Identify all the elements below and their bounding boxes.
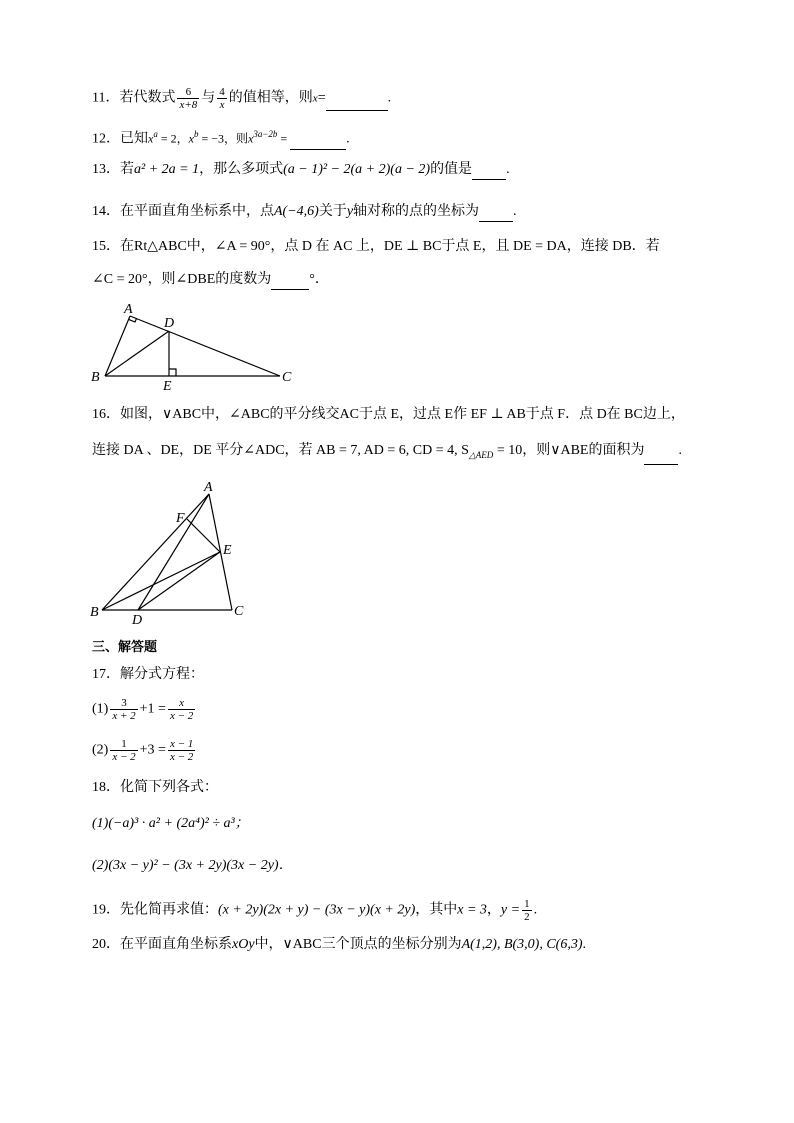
q15-answer-blank[interactable] bbox=[271, 275, 309, 290]
frac-num: x − 1 bbox=[169, 738, 194, 750]
frac-num: 3 bbox=[121, 697, 127, 709]
q13-text-2: ，那么多项式 bbox=[199, 162, 284, 177]
frac-den: x − 2 bbox=[169, 751, 194, 763]
q16-number: 16． bbox=[92, 407, 120, 422]
segment-ac bbox=[130, 316, 280, 376]
q16-text-3: = 10，则∨ABE的面积为 bbox=[493, 443, 645, 458]
frac-num: x bbox=[179, 697, 185, 709]
q17-p2-mid: +3 = bbox=[139, 742, 166, 758]
q19-number: 19． bbox=[92, 902, 120, 918]
q20-text: 在平面直角坐标系 bbox=[120, 937, 232, 952]
label-d: D bbox=[164, 316, 175, 331]
q11-end: . bbox=[387, 90, 392, 106]
q12-val2: = −3，则 bbox=[198, 131, 248, 146]
q12-exp2: b bbox=[193, 129, 199, 139]
q13-expression: (a − 1)² − 2(a + 2)(a − 2) bbox=[283, 162, 431, 177]
q17-p1-fraction-2 bbox=[168, 697, 195, 722]
frac-den: x+8 bbox=[179, 99, 198, 111]
question-12 bbox=[92, 124, 350, 150]
question-16-line-2 bbox=[92, 441, 682, 465]
frac-num: 4 bbox=[219, 86, 225, 98]
segment-be bbox=[102, 552, 220, 610]
q20-end: . bbox=[582, 937, 587, 952]
question-18-part-1: (1)(−a)³ · a² + (2a⁴)² ÷ a³； bbox=[92, 816, 249, 831]
question-20 bbox=[92, 935, 586, 955]
question-14 bbox=[92, 202, 517, 222]
q12-exp3: 3a−2b bbox=[253, 129, 278, 139]
label-c: C bbox=[282, 370, 292, 385]
right-angle-mark-e bbox=[169, 369, 176, 376]
q17-p1-mid: +1 = bbox=[139, 701, 166, 717]
question-15-line-1 bbox=[92, 237, 660, 257]
label-a: A bbox=[204, 480, 213, 495]
q20-system: xOy bbox=[232, 937, 255, 952]
figure-16 bbox=[86, 476, 261, 630]
q11-answer-blank[interactable] bbox=[326, 96, 388, 111]
segment-ad bbox=[138, 494, 209, 610]
q14-text-3: 轴对称的点的坐标为 bbox=[353, 204, 480, 219]
label-e: E bbox=[163, 379, 172, 394]
q19-text: 先化简再求值： bbox=[120, 902, 218, 918]
frac-num: 1 bbox=[524, 898, 530, 910]
question-13 bbox=[92, 160, 510, 180]
q15-number: 15． bbox=[92, 239, 120, 254]
q15-text: 在Rt△ABC中，∠A = 90°，点 D 在 AC 上，DE ⊥ BC于点 E，且 DE = DA，连接 DB．若 bbox=[120, 239, 660, 254]
q13-end: . bbox=[506, 162, 510, 177]
q13-text-3: 的值是 bbox=[430, 162, 473, 177]
question-18-title: 18．化简下列各式： bbox=[92, 780, 218, 795]
q17-p1-fraction-1 bbox=[110, 697, 137, 722]
q12-val3: = bbox=[277, 131, 291, 146]
frac-den: x − 2 bbox=[169, 710, 194, 722]
frac-den: 2 bbox=[524, 911, 530, 923]
label-f: F bbox=[176, 511, 185, 526]
q20-number: 20． bbox=[92, 937, 120, 952]
q16-answer-blank[interactable] bbox=[644, 450, 678, 465]
q14-point: A(−4,6) bbox=[274, 204, 319, 219]
label-b: B bbox=[91, 370, 100, 385]
q14-axis: y bbox=[346, 204, 354, 219]
q16-text-2: 连接 DA 、DE，DE 平分∠ADC，若 AB = 7, AD = 6, CD = 4, S bbox=[92, 443, 469, 458]
q13-number: 13． bbox=[92, 162, 120, 177]
q13-text: 若 bbox=[120, 162, 134, 177]
q14-answer-blank[interactable] bbox=[479, 207, 513, 222]
q11-text-3: 的值相等，则 bbox=[228, 90, 313, 106]
question-11 bbox=[92, 86, 391, 111]
q11-eq: = bbox=[317, 90, 326, 106]
q12-text: 已知 bbox=[120, 131, 148, 147]
q20-text-2: 中，∨ABC三个顶点的坐标分别为 bbox=[254, 937, 462, 952]
frac-den: x bbox=[217, 98, 227, 111]
label-b: B bbox=[90, 605, 99, 620]
q19-text-3: ， bbox=[486, 902, 501, 918]
question-17-part-1 bbox=[92, 697, 197, 722]
q12-number: 12． bbox=[92, 131, 120, 147]
q11-fraction-1 bbox=[177, 86, 199, 111]
q17-p2-fraction-2 bbox=[168, 738, 195, 763]
q16-end: . bbox=[678, 443, 682, 458]
q16-text: 如图，∨ABC中，∠ABC的平分线交AC于点 E，过点 E作 EF ⊥ AB于点 F．点 D在 BC边上， bbox=[120, 407, 685, 422]
frac-num: 6 bbox=[185, 86, 192, 98]
section-heading: 三、解答题 bbox=[92, 639, 158, 654]
question-18-part-2: (2)(3x − y)² − (3x + 2y)(3x − 2y)． bbox=[92, 858, 293, 873]
q19-cond-x: x = 3 bbox=[457, 902, 487, 918]
q19-fraction bbox=[522, 898, 532, 923]
question-19 bbox=[92, 898, 537, 923]
q15-text-2: ∠C = 20°，则∠DBE的度数为 bbox=[92, 272, 272, 287]
q17-p1-index: (1) bbox=[92, 701, 109, 717]
label-d: D bbox=[132, 613, 143, 628]
q11-var: x bbox=[312, 92, 318, 105]
label-a: A bbox=[124, 302, 133, 317]
q11-text: 若代数式 bbox=[119, 90, 176, 106]
segment-ab bbox=[102, 494, 209, 610]
question-17-title: 17．解分式方程： bbox=[92, 667, 204, 682]
frac-den: x − 2 bbox=[112, 751, 136, 763]
q20-points: A(1,2), B(3,0), C(6,3) bbox=[461, 937, 583, 952]
q12-x1: x bbox=[148, 131, 154, 146]
q11-text-2: 与 bbox=[201, 90, 216, 106]
q19-expression: (x + 2y)(2x + y) − (3x − y)(x + 2y) bbox=[218, 902, 416, 918]
label-c: C bbox=[234, 604, 244, 619]
q12-end: . bbox=[346, 131, 350, 147]
q14-text: 在平面直角坐标系中，点 bbox=[120, 204, 274, 219]
q12-x3: x bbox=[247, 131, 254, 146]
q12-val1: = 2， bbox=[157, 131, 189, 146]
q19-text-2: ，其中 bbox=[415, 902, 458, 918]
q19-end: . bbox=[533, 902, 538, 918]
q12-exp1: a bbox=[153, 129, 158, 139]
q14-text-2: 关于 bbox=[318, 204, 347, 219]
q14-end: . bbox=[513, 204, 517, 219]
right-angle-mark-a bbox=[129, 319, 137, 323]
q12-x2: x bbox=[188, 131, 194, 146]
q14-number: 14． bbox=[92, 204, 120, 219]
q16-subscript: △AED bbox=[468, 449, 494, 460]
q13-condition: a² + 2a = 1 bbox=[134, 162, 200, 177]
q19-cond-y: y = bbox=[500, 902, 521, 918]
q12-answer-blank[interactable] bbox=[290, 135, 346, 150]
frac-den: x + 2 bbox=[112, 710, 136, 722]
q17-p2-index: (2) bbox=[92, 742, 109, 758]
segment-de bbox=[138, 552, 220, 610]
q11-number: 11． bbox=[92, 90, 120, 106]
question-16-line-1 bbox=[92, 405, 685, 425]
q11-fraction-2 bbox=[217, 86, 227, 111]
question-17-part-2 bbox=[92, 738, 197, 763]
question-15-line-2 bbox=[92, 270, 329, 290]
label-e: E bbox=[223, 543, 232, 558]
figure-15 bbox=[86, 298, 306, 394]
q13-answer-blank[interactable] bbox=[472, 165, 506, 180]
frac-num: 1 bbox=[121, 738, 127, 750]
q15-end: °． bbox=[309, 272, 329, 287]
q17-p2-fraction-1 bbox=[110, 738, 137, 763]
